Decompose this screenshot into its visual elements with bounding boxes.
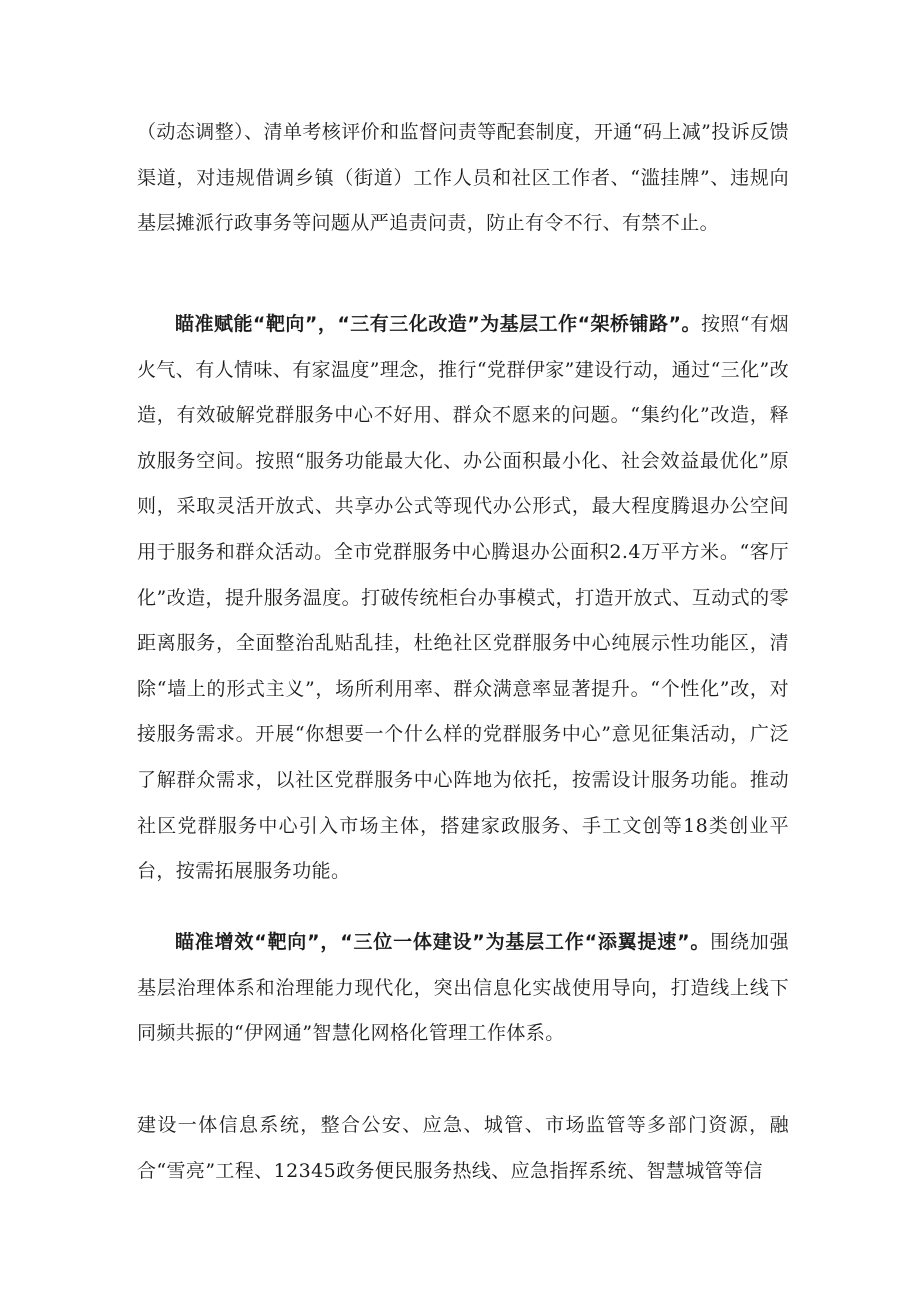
paragraph-text: 按照“有烟火气、有人情味、有家温度”理念，推行“党群伊家”建设行动，通过“三化”改造，有效破解党群服务中心不好用、群众不愿来的问题。“集约化”改造，释放服务空间。按照“服务功能最大化、办公面积最小化、社会效益最优化”原则，采取灵活开放式、共享办公式等现代办公形式，最大程度腾退办公空间用于服务和群众活动。全市党群服务中心腾退办公面积2.4万平方米。“客厅化”改造，提升服务温度。打破传统柜台办事模式，打造开放式、互动式的零距离服务，全面整治乱贴乱挂，杜绝社区党群服务中心纯展示性功能区，清除“墙上的形式主义”，场所利用率、群众满意率显著提升。“个性化”改，对接服务需求。开展“你想要一个什么样的党群服务中心”意见征集活动，广泛了解群众需求，以社区党群服务中心阵地为依托，按需设计服务功能。推动社区党群服务中心引入市场主体，搭建家政服务、手工文创等18类创业平台，按需拓展服务功能。 bbox=[137, 313, 790, 883]
paragraph-lead-heading: 瞄准赋能“靶向”，“三有三化改造”为基层工作“架桥铺路”。 bbox=[175, 313, 701, 335]
paragraph-text: 围绕加强基层治理体系和治理能力现代化，突出信息化实战使用导向，打造线上线下同频共振的“伊网通”智慧化网格化管理工作体系。 bbox=[137, 931, 789, 1045]
paragraph-lead-heading: 瞄准增效“靶向”，“三位一体建设”为基层工作“添翼提速”。 bbox=[175, 931, 711, 953]
paragraph-text: （动态调整）、清单考核评价和监督问责等配套制度，开通“码上减”投诉反馈渠道，对违规借调乡镇（街道）工作人员和社区工作者、“滥挂牌”、违规向基层摊派行政事务等问题从严追责问责，防止有令不行、有禁不止。 bbox=[137, 121, 789, 235]
paragraph-information-system bbox=[137, 1103, 789, 1194]
paragraph-institutional-supervision bbox=[137, 110, 789, 247]
paragraph-efficiency bbox=[137, 920, 789, 1057]
paragraph-text: 建设一体信息系统，整合公安、应急、城管、市场监管等多部门资源，融合“雪亮”工程、12345政务便民服务热线、应急指挥系统、智慧城管等信 bbox=[137, 1114, 789, 1182]
paragraph-empowerment bbox=[137, 302, 789, 895]
